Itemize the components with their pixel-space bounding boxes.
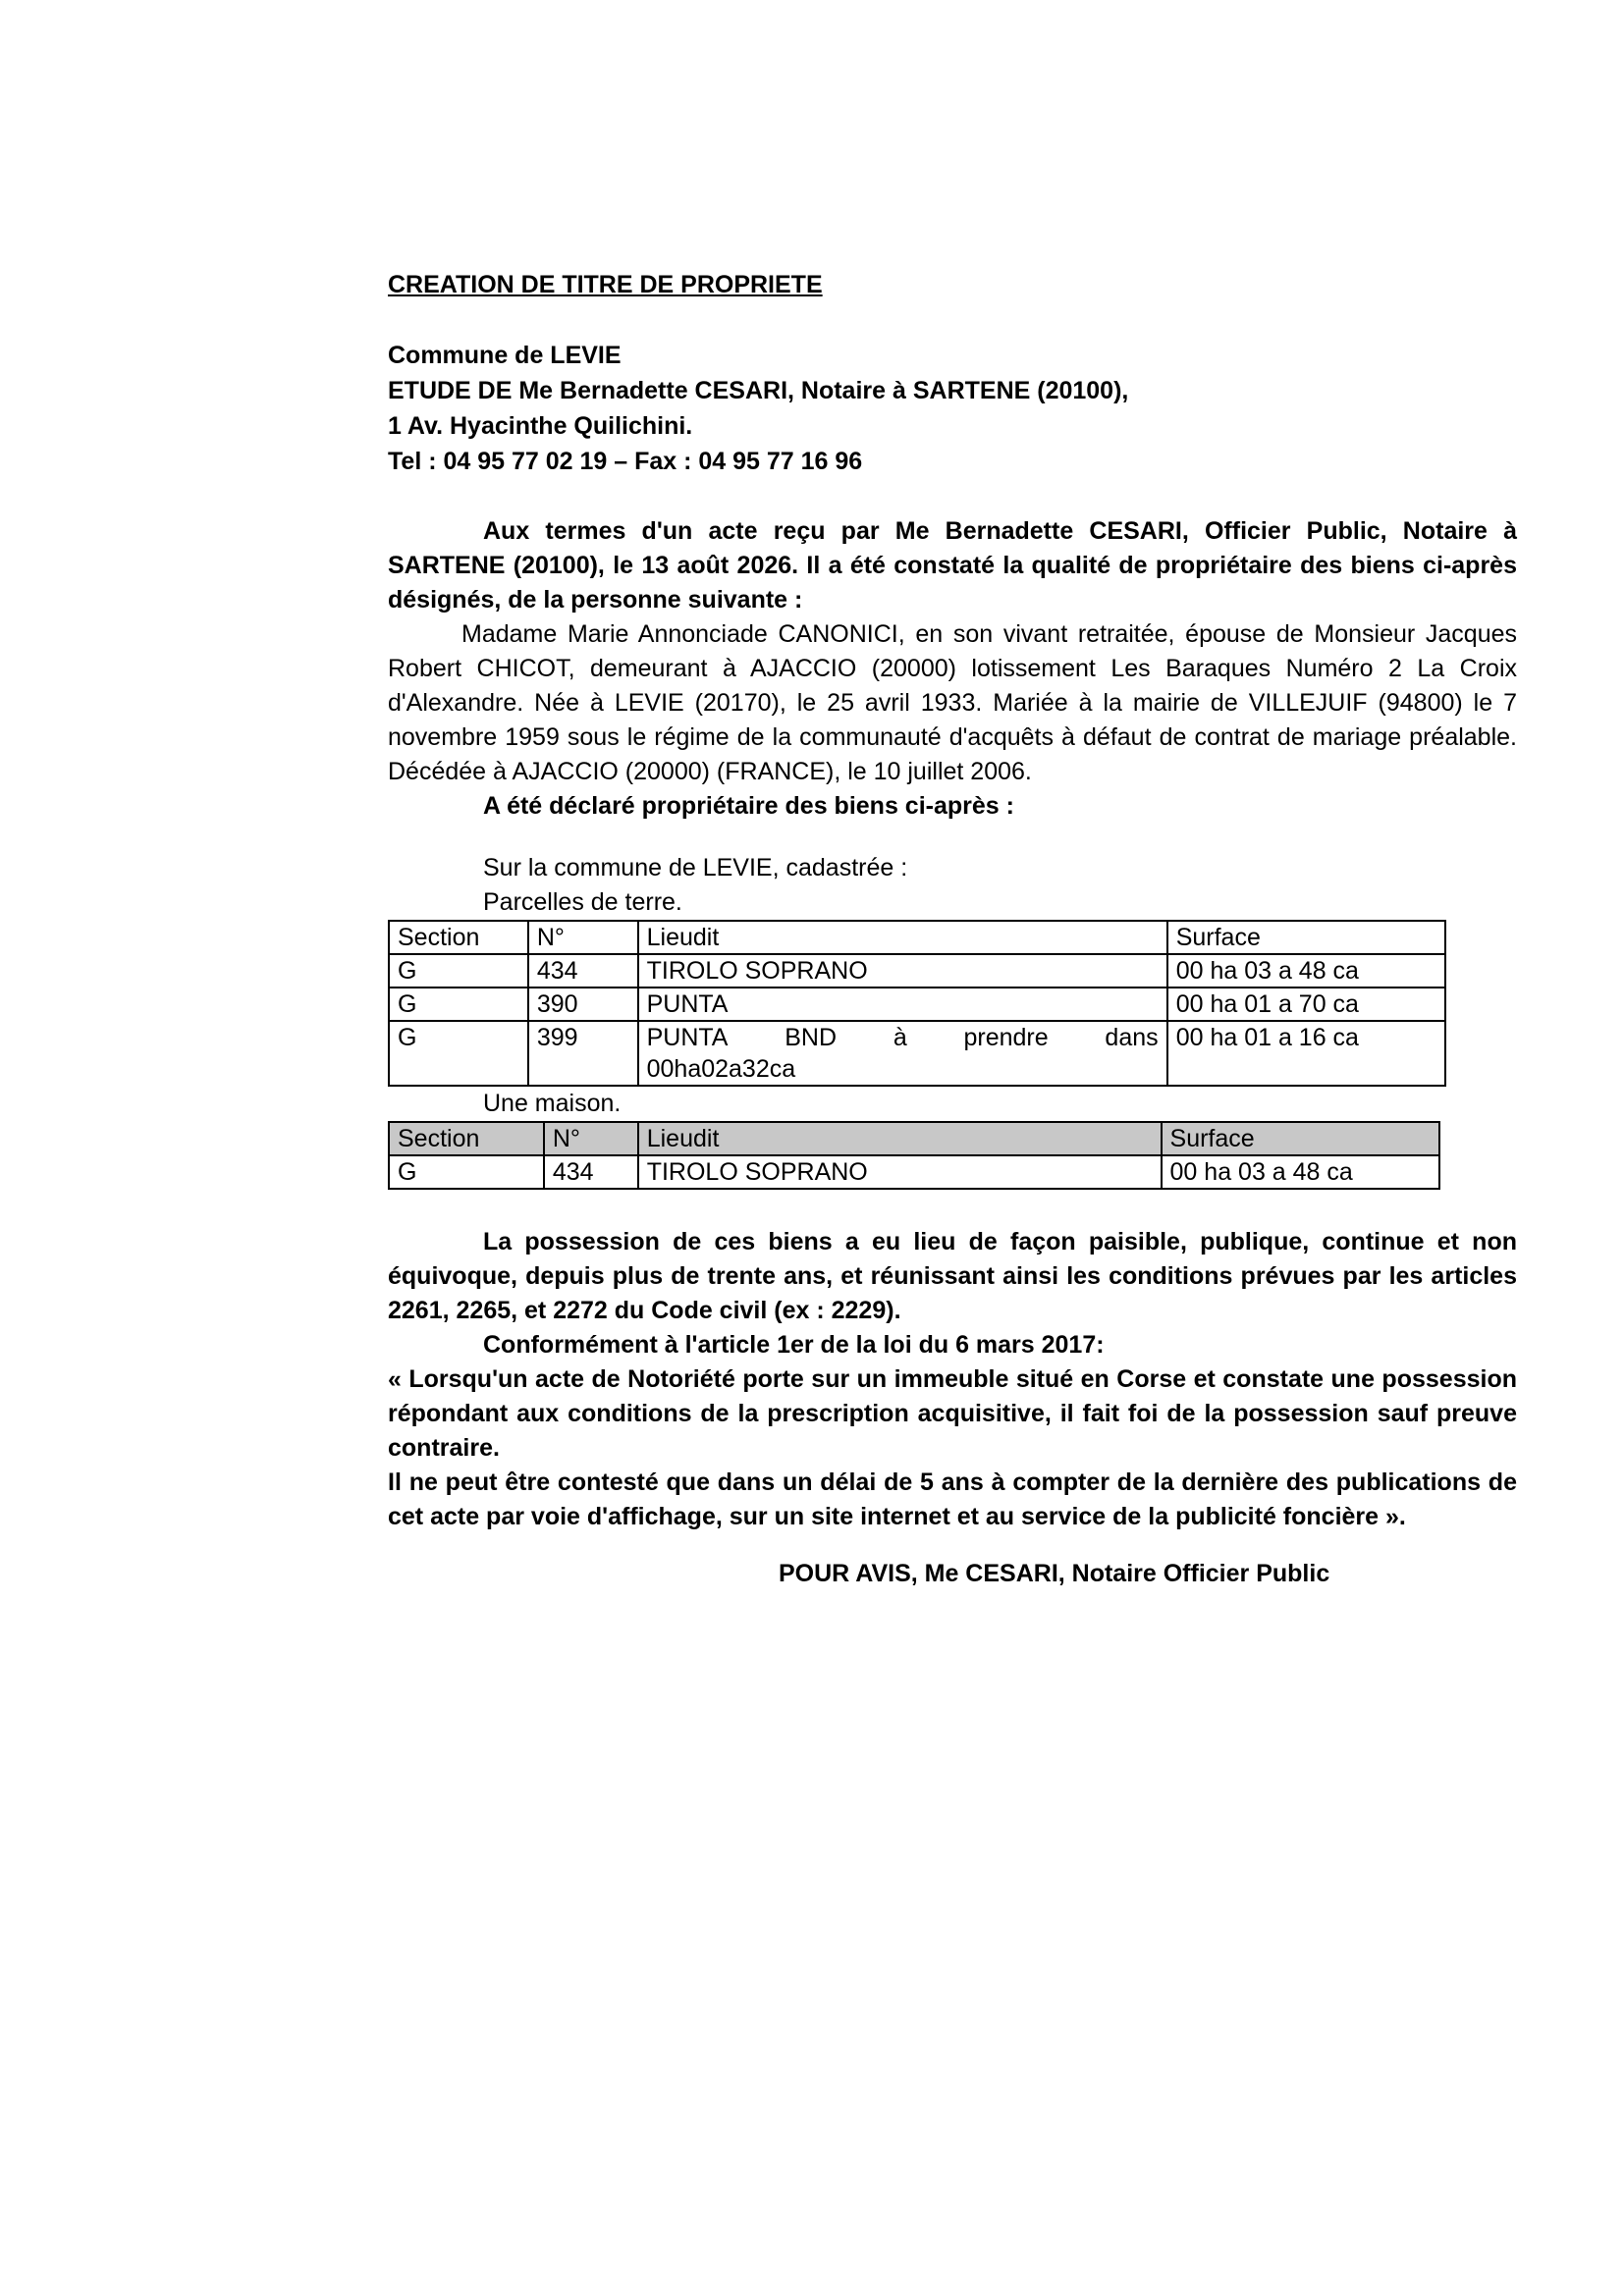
table-header-row xyxy=(389,1122,1439,1155)
header-surface: Surface xyxy=(1167,921,1445,954)
land-parcels-table xyxy=(388,920,1446,1087)
table-row: G 434 TIROLO SOPRANO 00 ha 03 a 48 ca xyxy=(389,1155,1439,1189)
header-surface: Surface xyxy=(1162,1122,1439,1155)
address-line: 1 Av. Hyacinthe Quilichini. xyxy=(388,412,693,440)
possession-paragraph: La possession de ces biens a eu lieu de façon paisible, publique, continue et non équivoque, depuis plus de trente ans, et réunissant ainsi les conditions prévues par les articles 2261, 2265, et 2272 du Code civil (ex : 2229). xyxy=(388,1228,1517,1324)
contact-line: Tel : 04 95 77 02 19 – Fax : 04 95 77 16 96 xyxy=(388,448,863,475)
house-label: Une maison. xyxy=(483,1090,622,1117)
land-label: Parcelles de terre. xyxy=(483,888,682,916)
header-section: Section xyxy=(389,921,528,954)
declared-line: A été déclaré propriétaire des biens ci-après : xyxy=(483,792,1014,820)
header-lieudit: Lieudit xyxy=(638,1122,1162,1155)
lieudit-cell-multiline: PUNTA BND à prendre dans 00ha02a32ca xyxy=(638,1021,1167,1086)
law-quote-paragraph: « Lorsqu'un acte de Notoriété porte sur un immeuble situé en Corse et constate une possession répondant aux conditions de la prescription acquisitive, il fait foi de la possession sauf preuve contraire. xyxy=(388,1365,1517,1462)
document-title: CREATION DE TITRE DE PROPRIETE xyxy=(388,271,823,298)
signature-line: POUR AVIS, Me CESARI, Notaire Officier Public xyxy=(779,1560,1330,1587)
conformement-line: Conformément à l'article 1er de la loi du 6 mars 2017: xyxy=(483,1331,1105,1359)
header-number: N° xyxy=(528,921,638,954)
house-table xyxy=(388,1121,1440,1190)
table-header-row xyxy=(389,921,1445,954)
table-row: G 399 PUNTA BND à prendre dans 00ha02a32ca 00 ha 01 a 16 ca xyxy=(389,1021,1445,1086)
legal-notice xyxy=(388,267,1517,1591)
header-lieudit: Lieudit xyxy=(638,921,1167,954)
etude-line: ETUDE DE Me Bernadette CESARI, Notaire à SARTENE (20100), xyxy=(388,377,1129,404)
header-section: Section xyxy=(389,1122,544,1155)
contest-paragraph: Il ne peut être contesté que dans un délai de 5 ans à compter de la dernière des publications de cet acte par voie d'affichage, sur un site internet et au service de la publicité foncière ». xyxy=(388,1468,1517,1530)
intro-paragraph: Aux termes d'un acte reçu par Me Bernadette CESARI, Officier Public, Notaire à SARTENE (20100), le 13 août 2026. Il a été constaté la qualité de propriétaire des biens ci-après désignés, de la personne suivante : xyxy=(388,517,1517,614)
table-row: G 434 TIROLO SOPRANO 00 ha 03 a 48 ca xyxy=(389,954,1445,988)
table-row: G 390 PUNTA 00 ha 01 a 70 ca xyxy=(389,988,1445,1021)
person-paragraph: Madame Marie Annonciade CANONICI, en son vivant retraitée, épouse de Monsieur Jacques Robert CHICOT, demeurant à AJACCIO (20000) lotissement Les Baraques Numéro 2 La Croix d'Alexandre. Née à LEVIE (20170), le 25 avril 1933. Mariée à la mairie de VILLEJUIF (94800) le 7 novembre 1959 sous le régime de la communauté d'acquêts à défaut de contrat de mariage préalable. Décédée à AJACCIO (20000) (FRANCE), le 10 juillet 2006. xyxy=(388,620,1517,785)
cadastre-line: Sur la commune de LEVIE, cadastrée : xyxy=(483,854,908,881)
commune-line: Commune de LEVIE xyxy=(388,342,622,369)
header-number: N° xyxy=(544,1122,638,1155)
